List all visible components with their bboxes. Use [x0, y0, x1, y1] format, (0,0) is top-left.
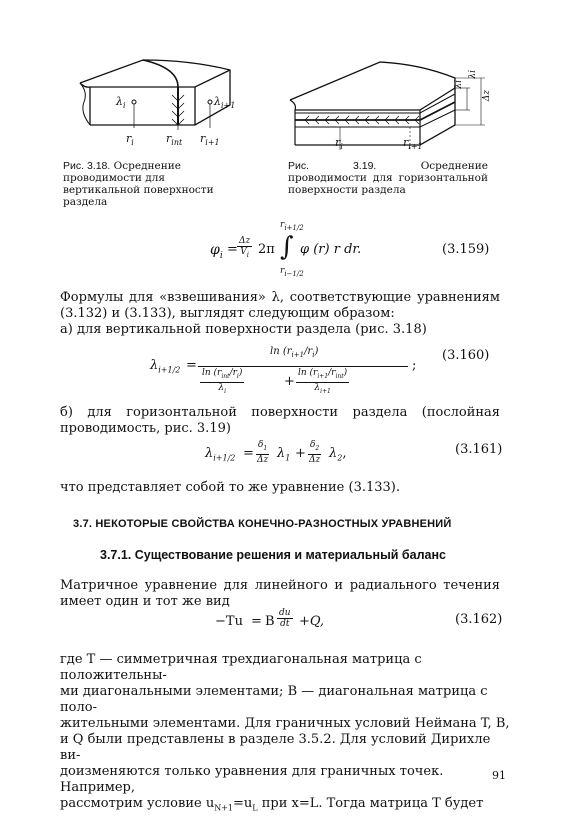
fig18-r-int: $r_{int}$: [166, 132, 183, 148]
fig19-r-next: $r_{i+1}$: [403, 136, 423, 152]
fig19-r-i: $r_i$: [335, 136, 343, 152]
page-number: 91: [492, 769, 506, 782]
paragraph-same-equation: что представляет собой то же уравнение (3.133).: [60, 480, 400, 495]
equation-3-162: −Tu = B $\frac{du}{dt}$ +Q, (3.162): [215, 608, 503, 629]
fig18-r-i: $r_i$: [126, 132, 134, 148]
figure-3-19-caption: Рис. 3.19. Осреднение проводимости для горизонтальной поверхности раздела: [288, 160, 488, 196]
fig19-dz: Δz: [482, 90, 492, 102]
paragraph-matrix-description: где T — симметричная трехдиагональная матрица с положительны- ми диагональными элементами; B — диагональная матрица с поло- жительными элементами. Для граничных условий Неймана T, B, и Q были представлены в разделе 3.5.2. Для условий Дирихле ви- доизменяются только уравнения для граничных точек. Например, рассмотрим условие $u_{N+1}=u_L$ при x=L. Тогда матрица T будет: [60, 652, 510, 813]
section-heading: 3.7. НЕКОТОРЫЕ СВОЙСТВА КОНЕЧНО-РАЗНОСТНЫХ УРАВНЕНИЙ: [73, 518, 452, 530]
fig18-r-next: $r_{i+1}$: [200, 132, 220, 148]
figure-3-18-caption: Рис. 3.18. Осреднение проводимости для вертикальной поверхности раздела: [63, 160, 214, 208]
fig18-lambda-next: $\lambda_{i+1}$: [214, 95, 236, 111]
item-a: а) для вертикальной поверхности раздела (рис. 3.18): [60, 322, 427, 337]
paragraph-matrix-equation: Матричное уравнение для линейного и радиального течения имеет один и тот же вид: [60, 578, 500, 609]
equation-3-160: $\lambda_{i+1/2}$ = $\ln (r_{i+1}/r_i)$ $\ln (r_{int}/r_i)$ $\lambda_i$ + $\ln (r_{i+1}/r_{int})$ $\lambda_{i+1}$ ; (3.160): [150, 346, 490, 395]
fig19-lambda-i1: λi: [454, 80, 464, 89]
paragraph-weighting: Формулы для «взвешивания» λ, соответствующие уравнениям (3.132) и (3.133), выглядят следующим образом:: [60, 290, 500, 321]
equation-3-159: $\varphi_i$ = $\frac{\Delta z}{V_i}$ 2π ∫ $r_{i+1/2}$ $r_{i-1/2}$ φ (r) r dr. (3.159): [210, 220, 490, 278]
figure-3-18: [60, 50, 260, 160]
figure-3-19: [285, 50, 495, 160]
fig19-lambda-i: λi: [468, 70, 478, 79]
item-b: б) для горизонтальной поверхности раздела (послойная проводимость, рис. 3.19): [60, 405, 500, 436]
equation-3-161: $\lambda_{i+1/2}$ = $\frac{\delta_1}{\Delta z}$ $\lambda_1$ + $\frac{\delta_2}{\Delta z}$ $\lambda_2$, (3.161): [205, 440, 503, 465]
subsection-heading: 3.7.1. Существование решения и материальный баланс: [100, 548, 446, 562]
fig18-lambda-i: $\lambda_i$: [116, 95, 126, 111]
